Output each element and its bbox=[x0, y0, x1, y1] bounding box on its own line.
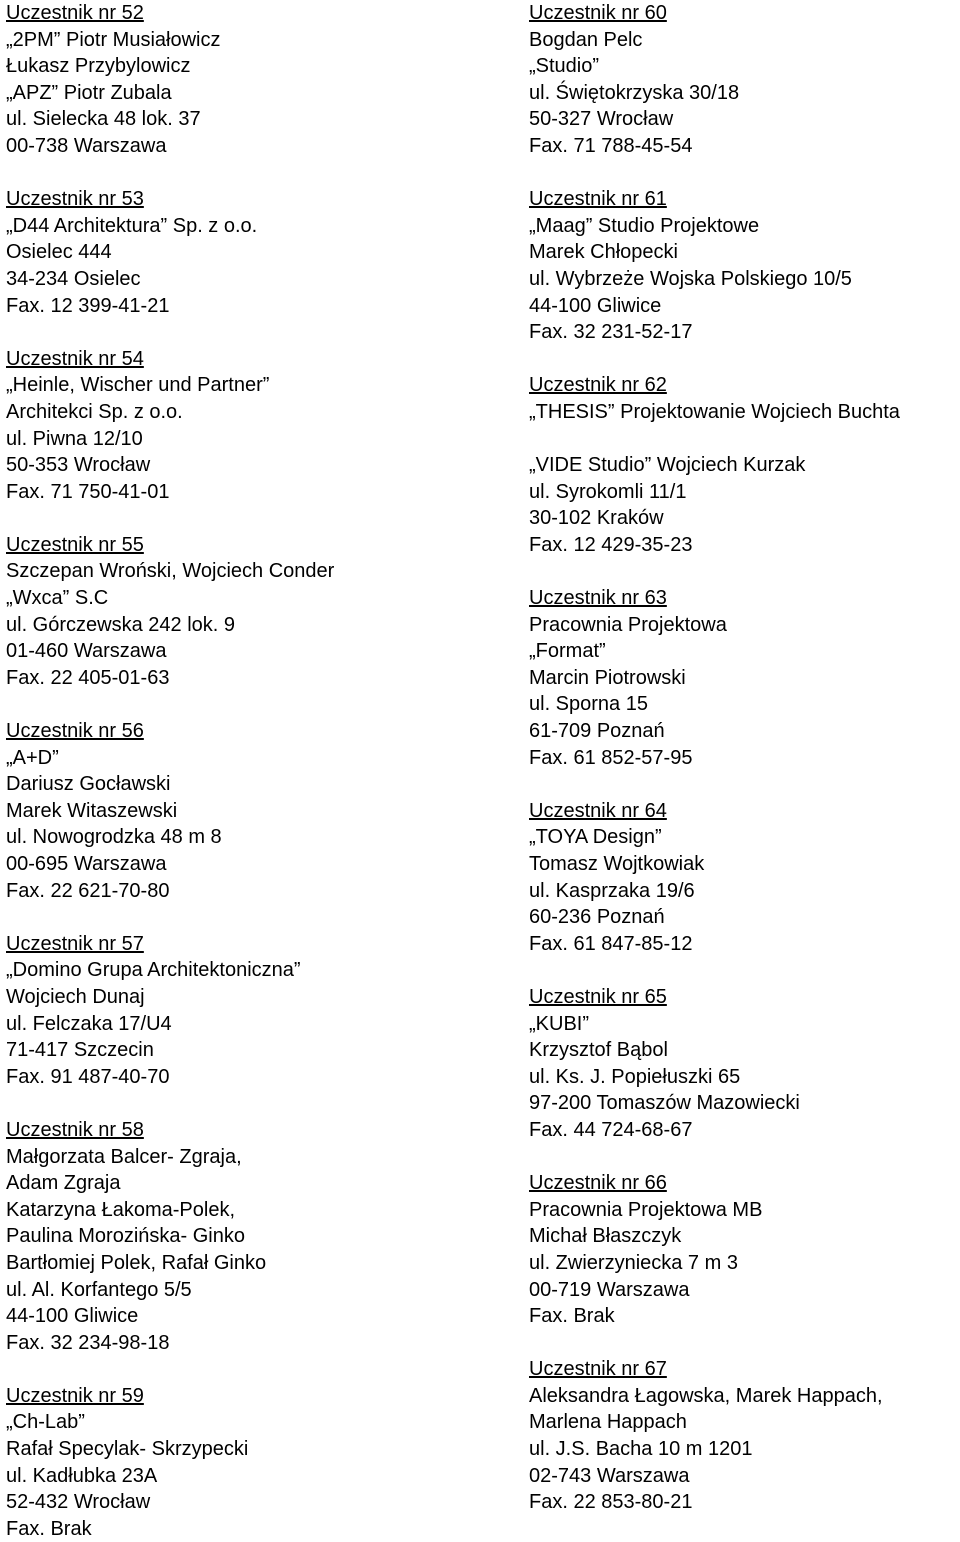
entry-line: „Wxca” S.C bbox=[6, 587, 109, 610]
entry-line: ul. J.S. Bacha 10 m 1201 bbox=[529, 1438, 753, 1461]
entry-line: 50-327 Wrocław bbox=[529, 108, 674, 131]
entry-line: Fax. 22 621-70-80 bbox=[6, 879, 170, 902]
entry-line: ul. Ks. J. Popiełuszki 65 bbox=[529, 1065, 741, 1088]
entry-line: Fax. Brak bbox=[529, 1305, 615, 1328]
entry-line: 34-234 Osielec bbox=[6, 267, 141, 290]
spacer-line bbox=[6, 691, 506, 718]
entry-line: Fax. Brak bbox=[6, 1517, 92, 1540]
entry-line: 60-236 Poznań bbox=[529, 906, 665, 929]
entry-line: 00-719 Warszawa bbox=[529, 1278, 690, 1301]
participant-heading: Uczestnik nr 61 bbox=[529, 188, 667, 211]
entry-line: Paulina Morozińska- Ginko bbox=[6, 1225, 245, 1248]
entry-line: Fax. 22 405-01-63 bbox=[6, 666, 170, 689]
entry-line: ul. Piwna 12/10 bbox=[6, 427, 143, 450]
entry-line: Marek Witaszewski bbox=[6, 799, 178, 822]
entry-line: ul. Wybrzeże Wojska Polskiego 10/5 bbox=[529, 267, 852, 290]
entry-line: Bartłomiej Polek, Rafał Ginko bbox=[6, 1251, 267, 1274]
spacer-line bbox=[529, 771, 960, 798]
entry-line: Łukasz Przybylowicz bbox=[6, 55, 191, 78]
entry-line: ul. Kasprzaka 19/6 bbox=[529, 879, 695, 902]
entry-line: 02-743 Warszawa bbox=[529, 1464, 690, 1487]
entry-line: „VIDE Studio” Wojciech Kurzak bbox=[529, 454, 806, 477]
spacer-line bbox=[529, 1144, 960, 1171]
spacer-line bbox=[529, 346, 960, 373]
entry-line: Bogdan Pelc bbox=[529, 28, 643, 51]
entry-line: Fax. 71 750-41-01 bbox=[6, 480, 170, 503]
participant-heading: Uczestnik nr 59 bbox=[6, 1384, 144, 1407]
entry-line: Architekci Sp. z o.o. bbox=[6, 400, 183, 423]
participant-heading: Uczestnik nr 67 bbox=[529, 1358, 667, 1381]
entry-line: 44-100 Gliwice bbox=[529, 294, 662, 317]
participant-heading: Uczestnik nr 53 bbox=[6, 188, 144, 211]
entry-line: „Heinle, Wischer und Partner” bbox=[6, 374, 270, 397]
entry-line: „Ch-Lab” bbox=[6, 1411, 85, 1434]
right-column bbox=[529, 0, 960, 1516]
participant-heading: Uczestnik nr 54 bbox=[6, 347, 144, 370]
entry-line: „TOYA Design” bbox=[529, 826, 662, 849]
entry-line: 52-432 Wrocław bbox=[6, 1491, 151, 1514]
participant-heading: Uczestnik nr 63 bbox=[529, 587, 667, 610]
spacer-line bbox=[6, 904, 506, 931]
entry-line: Dariusz Gocławski bbox=[6, 773, 171, 796]
entry-line: ul. Górczewska 242 lok. 9 bbox=[6, 613, 235, 636]
entry-line: „2PM” Piotr Musiałowicz bbox=[6, 28, 221, 51]
entry-line: Pracownia Projektowa bbox=[529, 613, 727, 636]
entry-line: Marlena Happach bbox=[529, 1411, 687, 1434]
entry-line: 71-417 Szczecin bbox=[6, 1039, 154, 1062]
entry-line: Aleksandra Łagowska, Marek Happach, bbox=[529, 1384, 883, 1407]
left-column bbox=[6, 0, 506, 1542]
participant-heading: Uczestnik nr 64 bbox=[529, 799, 667, 822]
entry-line: ul. Nowogrodzka 48 m 8 bbox=[6, 826, 222, 849]
entry-line: Fax. 32 234-98-18 bbox=[6, 1331, 170, 1354]
entry-line: ul. Kadłubka 23A bbox=[6, 1464, 158, 1487]
entry-line: Katarzyna Łakoma-Polek, bbox=[6, 1198, 236, 1221]
entry-line: ul. Zwierzyniecka 7 m 3 bbox=[529, 1251, 738, 1274]
entry-line: 30-102 Kraków bbox=[529, 507, 664, 530]
entry-line: Marek Chłopecki bbox=[529, 241, 678, 264]
spacer-line bbox=[529, 1330, 960, 1357]
entry-line: ul. Sielecka 48 lok. 37 bbox=[6, 108, 201, 131]
participant-heading: Uczestnik nr 65 bbox=[529, 985, 667, 1008]
entry-line: Adam Zgraja bbox=[6, 1172, 121, 1195]
entry-line: Fax. 61 847-85-12 bbox=[529, 932, 693, 955]
entry-line: Małgorzata Balcer- Zgraja, bbox=[6, 1145, 242, 1168]
entry-line: „Format” bbox=[529, 640, 606, 663]
entry-line: „Domino Grupa Architektoniczna” bbox=[6, 959, 301, 982]
participant-heading: Uczestnik nr 58 bbox=[6, 1118, 144, 1141]
spacer-line bbox=[529, 426, 960, 453]
entry-line: Fax. 61 852-57-95 bbox=[529, 746, 693, 769]
entry-line: „APZ” Piotr Zubala bbox=[6, 81, 172, 104]
spacer-line bbox=[6, 319, 506, 346]
participant-heading: Uczestnik nr 60 bbox=[529, 2, 667, 24]
entry-line: 50-353 Wrocław bbox=[6, 454, 151, 477]
entry-line: „D44 Architektura” Sp. z o.o. bbox=[6, 214, 258, 237]
entry-line: ul. Felczaka 17/U4 bbox=[6, 1012, 172, 1035]
spacer-line bbox=[529, 558, 960, 585]
entry-line: Fax. 22 853-80-21 bbox=[529, 1491, 693, 1514]
entry-line: Fax. 91 487-40-70 bbox=[6, 1065, 170, 1088]
entry-line: 00-738 Warszawa bbox=[6, 134, 167, 157]
entry-line: Osielec 444 bbox=[6, 241, 112, 264]
entry-line: Fax. 12 429-35-23 bbox=[529, 533, 693, 556]
entry-line: 97-200 Tomaszów Mazowiecki bbox=[529, 1092, 800, 1115]
entry-line: Michał Błaszczyk bbox=[529, 1225, 682, 1248]
participant-heading: Uczestnik nr 57 bbox=[6, 932, 144, 955]
spacer-line bbox=[6, 1356, 506, 1383]
entry-line: ul. Syrokomli 11/1 bbox=[529, 480, 687, 503]
entry-line: Marcin Piotrowski bbox=[529, 666, 686, 689]
participant-heading: Uczestnik nr 62 bbox=[529, 374, 667, 397]
spacer-line bbox=[6, 160, 506, 187]
spacer-line bbox=[6, 505, 506, 532]
participant-heading: Uczestnik nr 55 bbox=[6, 533, 144, 556]
entry-line: Rafał Specylak- Skrzypecki bbox=[6, 1438, 249, 1461]
entry-line: Wojciech Dunaj bbox=[6, 985, 145, 1008]
entry-line: Krzysztof Bąbol bbox=[529, 1039, 668, 1062]
spacer-line bbox=[529, 957, 960, 984]
spacer-line bbox=[6, 1090, 506, 1117]
entry-line: Fax. 32 231-52-17 bbox=[529, 321, 693, 344]
entry-line: „Studio” bbox=[529, 55, 600, 78]
entry-line: „KUBI” bbox=[529, 1012, 589, 1035]
entry-line: Fax. 12 399-41-21 bbox=[6, 294, 170, 317]
spacer-line bbox=[529, 160, 960, 187]
participant-heading: Uczestnik nr 56 bbox=[6, 720, 144, 743]
entry-line: 00-695 Warszawa bbox=[6, 853, 167, 875]
entry-line: 61-709 Poznań bbox=[529, 720, 665, 743]
entry-line: 44-100 Gliwice bbox=[6, 1305, 139, 1328]
entry-line: „THESIS” Projektowanie Wojciech Buchta bbox=[529, 400, 900, 423]
entry-line: ul. Al. Korfantego 5/5 bbox=[6, 1278, 192, 1301]
entry-line: Szczepan Wroński, Wojciech Conder bbox=[6, 560, 335, 583]
entry-line: ul. Świętokrzyska 30/18 bbox=[529, 81, 740, 104]
participant-heading: Uczestnik nr 52 bbox=[6, 2, 144, 24]
entry-line: 01-460 Warszawa bbox=[6, 640, 167, 663]
entry-line: ul. Sporna 15 bbox=[529, 693, 648, 716]
entry-line: Tomasz Wojtkowiak bbox=[529, 853, 705, 875]
entry-line: Fax. 71 788-45-54 bbox=[529, 134, 693, 157]
entry-line: Fax. 44 724-68-67 bbox=[529, 1118, 693, 1141]
entry-line: Pracownia Projektowa MB bbox=[529, 1198, 763, 1221]
entry-line: „A+D” bbox=[6, 746, 59, 769]
entry-line: „Maag” Studio Projektowe bbox=[529, 214, 760, 237]
participant-heading: Uczestnik nr 66 bbox=[529, 1172, 667, 1195]
